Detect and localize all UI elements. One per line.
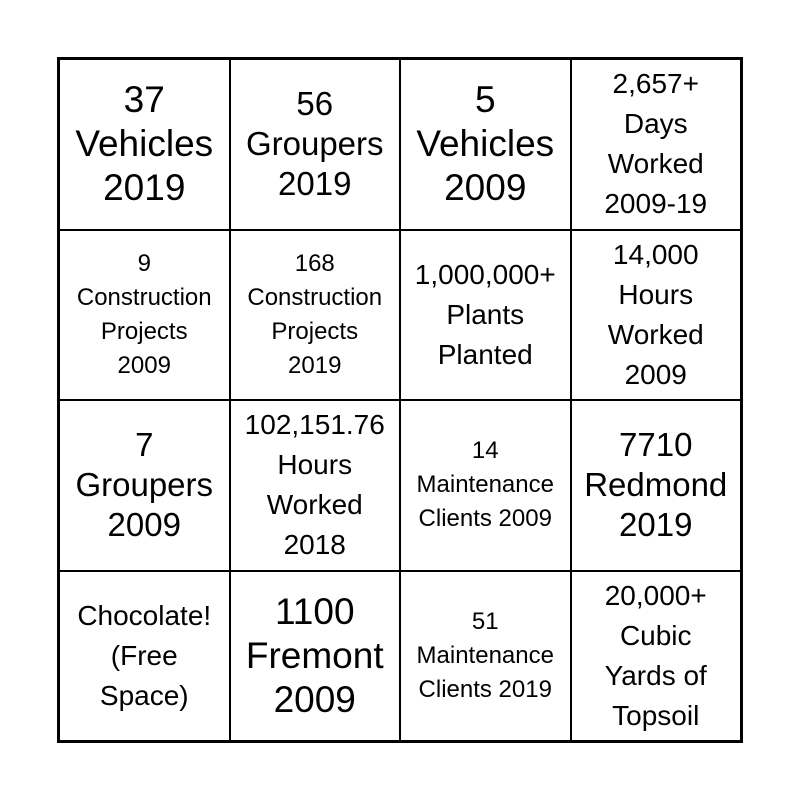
cell-label: Chocolate! (Free Space) [77,599,212,711]
bingo-cell[interactable] [571,400,742,571]
bingo-board [57,57,743,743]
cell-label: 1100 Fremont 2009 [245,590,384,720]
bingo-cell[interactable] [230,230,401,401]
cell-label: 102,151.76 Hours Worked 2018 [244,409,385,561]
bingo-cell[interactable] [400,59,571,230]
cell-label: 2,657+ Days Worked 2009-19 [604,68,708,220]
cell-label: 14 Maintenance Clients 2009 [416,437,554,533]
cell-label: 14,000 Hours Worked 2009 [607,238,704,390]
cell-label: 5 Vehicles 2009 [416,79,555,209]
cell-label: 1,000,000+ Plants Planted [414,258,556,370]
bingo-cell[interactable] [571,59,742,230]
cell-label: 7 Groupers 2009 [75,426,214,544]
cell-label: 7710 Redmond 2019 [584,426,728,544]
bingo-cell[interactable] [230,571,401,742]
cell-label: 9 Construction Projects 2009 [76,249,212,379]
bingo-cell[interactable] [400,230,571,401]
bingo-cell[interactable] [400,400,571,571]
bingo-cell[interactable] [571,571,742,742]
cell-label: 37 Vehicles 2019 [75,79,214,209]
cell-label: 20,000+ Cubic Yards of Topsoil [604,579,707,731]
bingo-cell[interactable] [571,230,742,401]
cell-label: 56 Groupers 2019 [245,85,384,203]
bingo-cell[interactable] [59,400,230,571]
bingo-cell-free-space[interactable] [59,571,230,742]
cell-label: 51 Maintenance Clients 2019 [416,607,554,703]
cell-label: 168 Construction Projects 2019 [247,249,383,379]
bingo-cell[interactable] [400,571,571,742]
bingo-cell[interactable] [230,400,401,571]
bingo-cell[interactable] [59,230,230,401]
bingo-cell[interactable] [230,59,401,230]
bingo-cell[interactable] [59,59,230,230]
